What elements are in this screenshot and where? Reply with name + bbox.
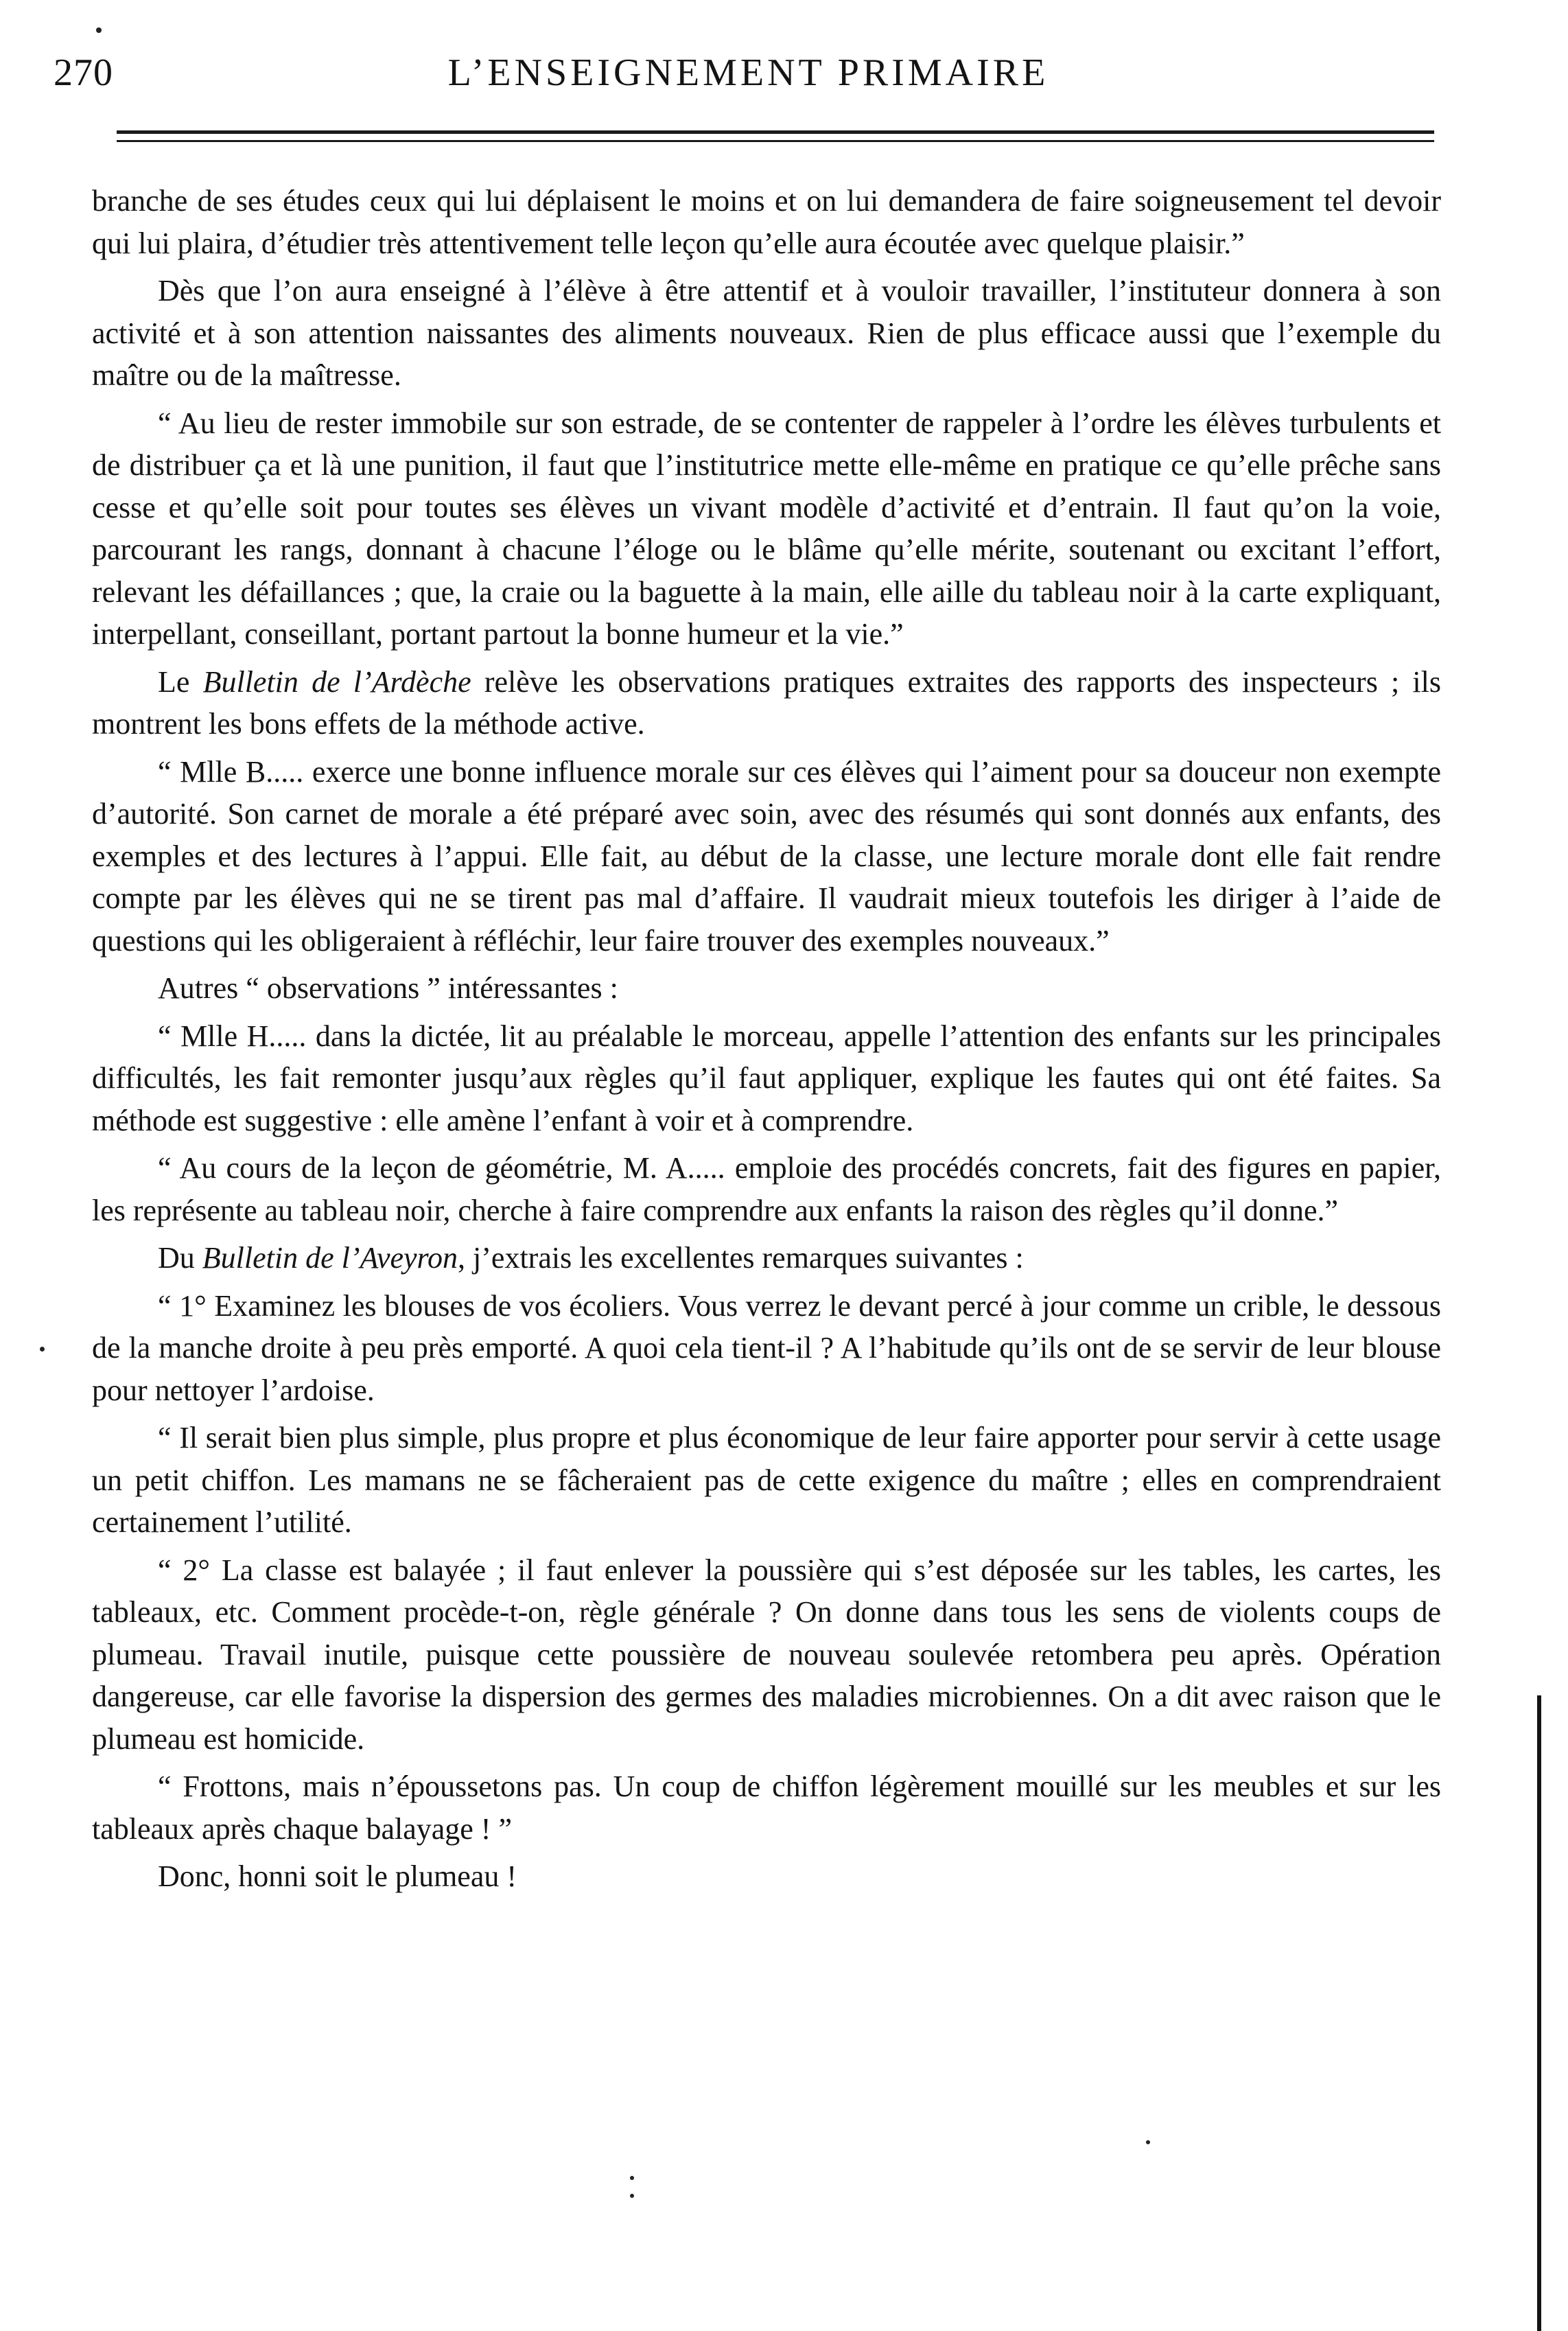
- paragraph-13: “ Frottons, mais n’époussetons pas. Un coup de chiffon légèrement mouillé sur les meubles et sur les tableaux après chaque balayage ! ”: [92, 1770, 1441, 1846]
- paragraph-3: “ Au lieu de rester immobile sur son estrade, de se contenter de rappeler à l’ordre les élèves turbulents et de distribuer ça et là une punition, il faut que l’institutrice mette elle-même en pratique ce qu’elle prêche sans cesse et qu’elle soit pour toutes ses élèves un vivant modèle d’activité et d’entrain. Il faut qu’on la voie, parcourant les rangs, donnant à chacune l’éloge ou le blâme qu’elle mérite, soutenant ou excitant l’effort, relevant les défaillances ; que, la craie ou la baguette à la main, elle aille du tableau noir à la carte expliquant, interpellant, conseillant, portant partout la bonne humeur et la vie.”: [92, 406, 1441, 651]
- paragraph-10: “ 1° Examinez les blouses de vos écoliers. Vous verrez le devant percé à jour comme un crible, le dessous de la manche droite à peu près emporté. A quoi cela tient-il ? A l’habitude qu’ils ont de se servir de leur blouse pour nettoyer l’ardoise.: [92, 1288, 1441, 1407]
- page-header: [54, 43, 1443, 111]
- print-speck: [40, 1347, 45, 1352]
- bulletin-ardeche-title: Bulletin de l’Ardèche: [202, 664, 471, 699]
- print-speck: [96, 27, 102, 33]
- print-speck: [630, 2176, 634, 2180]
- paragraph-12: “ 2° La classe est balayée ; il faut enlever la poussière qui s’est déposée sur les tables, les cartes, les tableaux, etc. Comment procède-t-on, règle générale ? On donne dans tous les sens de violents coups de plumeau. Travail inutile, puisque cette poussière de nouveau soulevée retombera peu après. Opération dangereuse, car elle favorise la dispersion des germes des maladies microbiennes. On a dit avec raison que le plumeau est homicide.: [92, 1553, 1441, 1756]
- paragraph-9-rest: , j’extrais les excellentes remarques suivantes :: [458, 1241, 1024, 1275]
- paragraph-4-rest: relève les observations pratiques extraites des rapports des inspecteurs ; ils montrent les bons effets de la méthode active.: [92, 664, 1441, 741]
- print-speck: [630, 2194, 634, 2198]
- paragraph-11: “ Il serait bien plus simple, plus propre et plus économique de leur faire apporter pour servir à cette usage un petit chiffon. Les mamans ne se fâcheraient pas de cette exigence du maître ; elles en comprendraient certainement l’utilité.: [92, 1421, 1441, 1539]
- bulletin-aveyron-title: Bulletin de l’Aveyron: [202, 1241, 458, 1275]
- paragraph-4-lead: Le: [158, 664, 203, 699]
- page-edge-line: [1537, 1695, 1541, 2331]
- header-rule-thick: [117, 130, 1434, 134]
- paragraph-14: Donc, honni soit le plumeau !: [158, 1859, 517, 1893]
- paragraph-5: “ Mlle B..... exerce une bonne influence morale sur ces élèves qui l’aiment pour sa douceur non exempte d’autorité. Son carnet de morale a été préparé avec soin, avec des résumés qui sont donnés aux enfants, des exemples et des lectures à l’appui. Elle fait, au début de la classe, une lecture morale dont elle fait rendre compte par les élèves qui ne se tirent pas mal d’affaire. Il vaudrait mieux toutefois les diriger à l’aide de questions qui les obligeraient à réfléchir, leur faire trouver des exemples nouveaux.”: [92, 754, 1441, 958]
- body-text: [92, 180, 1441, 1903]
- paragraph-8: “ Au cours de la leçon de géométrie, M. A..... emploie des procédés concrets, fait des figures en papier, les représente au tableau noir, cherche à faire comprendre aux enfants la raison des règles qu’il donne.”: [92, 1151, 1441, 1227]
- paragraph-9: [92, 1237, 1441, 1279]
- paragraph-2: Dès que l’on aura enseigné à l’élève à être attentif et à vouloir travailler, l’instituteur donnera à son activité et à son attention naissantes des aliments nouveaux. Rien de plus efficace aussi que l’exemple du maître ou de la maîtresse.: [92, 274, 1441, 392]
- paragraph-9-lead: Du: [158, 1241, 202, 1275]
- header-rule-thin: [117, 140, 1434, 142]
- page-number: 270: [54, 51, 113, 94]
- paragraph-6: Autres “ observations ” intéressantes :: [158, 971, 618, 1005]
- paragraph-1: branche de ses études ceux qui lui déplaisent le moins et on lui demandera de faire soigneusement tel devoir qui lui plaira, d’étudier très attentivement telle leçon qu’elle aura écoutée avec quelque plaisir.”: [92, 184, 1441, 260]
- print-speck: [1146, 2140, 1150, 2144]
- running-title: L’ENSEIGNEMENT PRIMAIRE: [447, 51, 1049, 94]
- paragraph-4: [92, 661, 1441, 745]
- paragraph-7: “ Mlle H..... dans la dictée, lit au préalable le morceau, appelle l’attention des enfants sur les principales difficultés, les fait remonter jusqu’aux règles qu’il faut appliquer, explique les fautes qui ont été faites. Sa méthode est suggestive : elle amène l’enfant à voir et à comprendre.: [92, 1019, 1441, 1137]
